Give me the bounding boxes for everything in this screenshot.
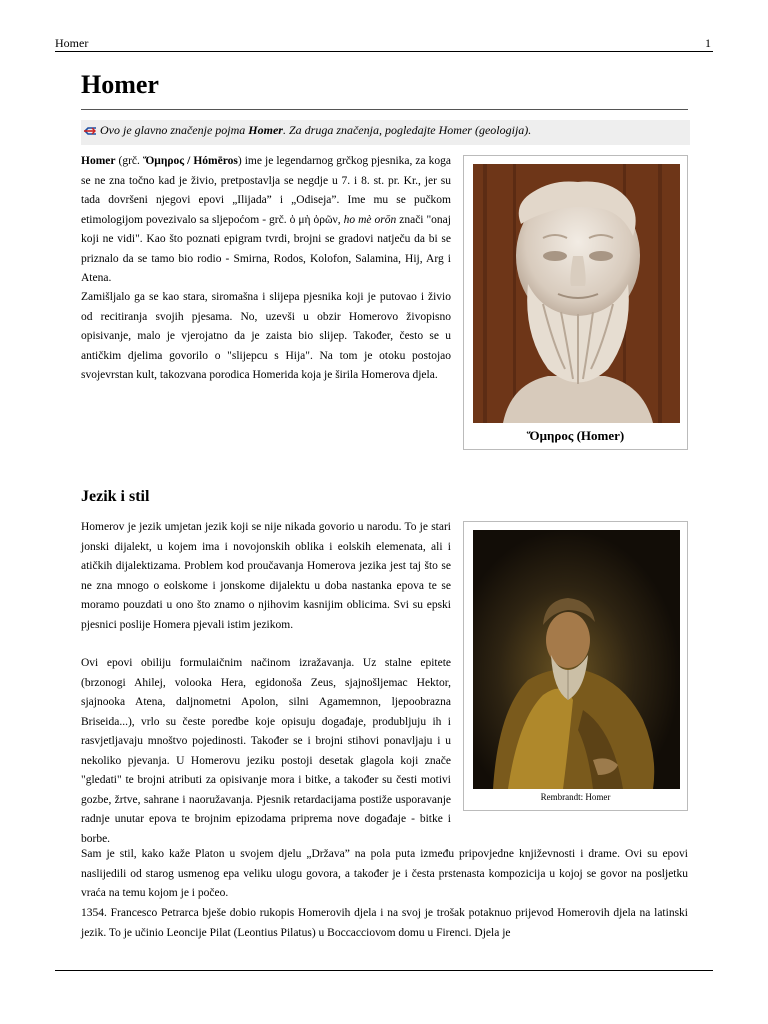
page-number: 1 <box>705 36 711 50</box>
rembrandt-caption: Rembrandt: Homer <box>540 792 611 802</box>
intro-text-a: (grč. <box>115 155 143 167</box>
intro-text-b: ) ime je legendarnog grčkog pjesnika, za koga se ne zna točno kad je živio, pretpostavlja se negdje u 7. i 8. st. pr. Kr., jer su tada dovršeni njegovi epovi „Ilijada” i „Odiseja”. Ime mu se pučkom etimologijom povezivalo sa sljepoćom - grč. ὁ μὴ ὁρῶν, <box>81 155 451 226</box>
intro-paragraph-2: Zamišljalo ga se kao stara, siromašna i slijepa pjesnika koji je putovao i živio od recitiranja svojih pjesama. No, uzevši u obzir Homerovo živopisno opisivanje, malo je vjerojatno da je zaista bio slijep. Također, često se u antičkim djelima govorilo o "slijepcu s Hija". Na tom je otoku postojao svojevrstan kult, takozvana porodica Homerida koja je širila Homerova djela. <box>81 291 451 381</box>
section-heading: Jezik i stil <box>81 488 150 505</box>
section-paragraph-3: Sam je stil, kako kaže Platon u svojem djelu „Država” na pola puta između pripovjedne književnosti i drame. Ovi su epovi naslijedili od starog usmenog epa veliku ulogu govora, a također je i česta prstenasta kompozicija u kojoj se govor na posljetku vraća na temu kojom je i počeo. <box>81 848 688 899</box>
title-rule <box>81 109 688 110</box>
hatnote-term: Homer <box>248 123 283 137</box>
page-title: Homer <box>81 70 159 99</box>
rembrandt-painting-image <box>473 530 680 789</box>
running-header <box>55 35 713 52</box>
hatnote-text-pre: Ovo je glavno značenje pojma <box>100 123 249 137</box>
rembrandt-figure <box>463 521 688 811</box>
disambiguation-icon <box>83 124 97 138</box>
intro-greek-name: Ὅμηρος / Hómēros <box>142 155 238 167</box>
homer-bust-image <box>473 164 680 423</box>
intro-paragraph-1 <box>81 152 451 289</box>
section-paragraph-2: Ovi epovi obiliju formulaičnim načinom izražavanja. Uz stalne epitete (brzonogi Ahilej, volooka Hera, egidonoša Zeus, sjajnošljemac Hektor, sjajnooka Atena, daljnometni Apolon, silni Agamemnon, ljepoobrazna Briseida...), vrlo su česte poredbe koje opisuju događaje, produbljuju ih i rasvjetljavaju mnoštvo pojedinosti. Također se i brojni stihovi ponavljaju i u nekoliko pjevanja. U Homerovu jeziku postoji desetak glagola koji znače "gledati" te brojni atributi za opisivanje mora i bitke, a također su česti motivi gozbe, žrtve, sahrane i naoružavanja. Pjesnik retardacijama postiže usporavanje radnje unutar epova te brojnim epizodama priprema nove događaje - bitke i borbe. <box>81 657 451 845</box>
running-header-title: Homer <box>55 36 89 50</box>
hatnote-text-post: . Za druga značenja, pogledajte Homer (geologija). <box>282 123 532 137</box>
section-paragraph-4: 1354. Francesco Petrarca bješe dobio rukopis Homerovih djela i na svoj je trošak potaknuo prijevod Homerovih djela na latinski jezik. To je učinio Leoncije Pilat (Leontius Pilatus) u Boccacciovom domu u Firenci. Djela je <box>81 907 688 939</box>
homer-bust-figure <box>463 155 688 450</box>
section-paragraph-1: Homerov je jezik umjetan jezik koji se nije nikada govorio u narodu. To je stari jonski dijalekt, u kojem ima i novojonskih oblika i eolskih elemenata, ali i atičkih dijalektizama. Problem kod proučavanja Homerova jezika jest taj što se ne zna mnogo o eolskome i jonskome dijalektu u doba nastanka epova te se moramo pouzdati u ono što znamo o njihovim kasnijim oblicima. Svi su epski pjesnici poslije Homera pjevali istim jezikom. <box>81 521 451 631</box>
footer-rule <box>55 970 713 971</box>
intro-term: Homer <box>81 155 116 167</box>
intro-text-c: znači "onaj koji ne vidi". Kao što poznati epigram tvrdi, brojni se gradovi natječu da bi se priznalo da se tamo bio rodio - Smirna, Rodos, Kolofon, Salamina, Hij, Arg i Atena. <box>81 213 451 284</box>
homer-bust-caption: Ὅμηρος (Homer) <box>526 428 625 443</box>
intro-transliteration: ho mè orōn <box>343 213 397 226</box>
hatnote <box>81 120 690 145</box>
